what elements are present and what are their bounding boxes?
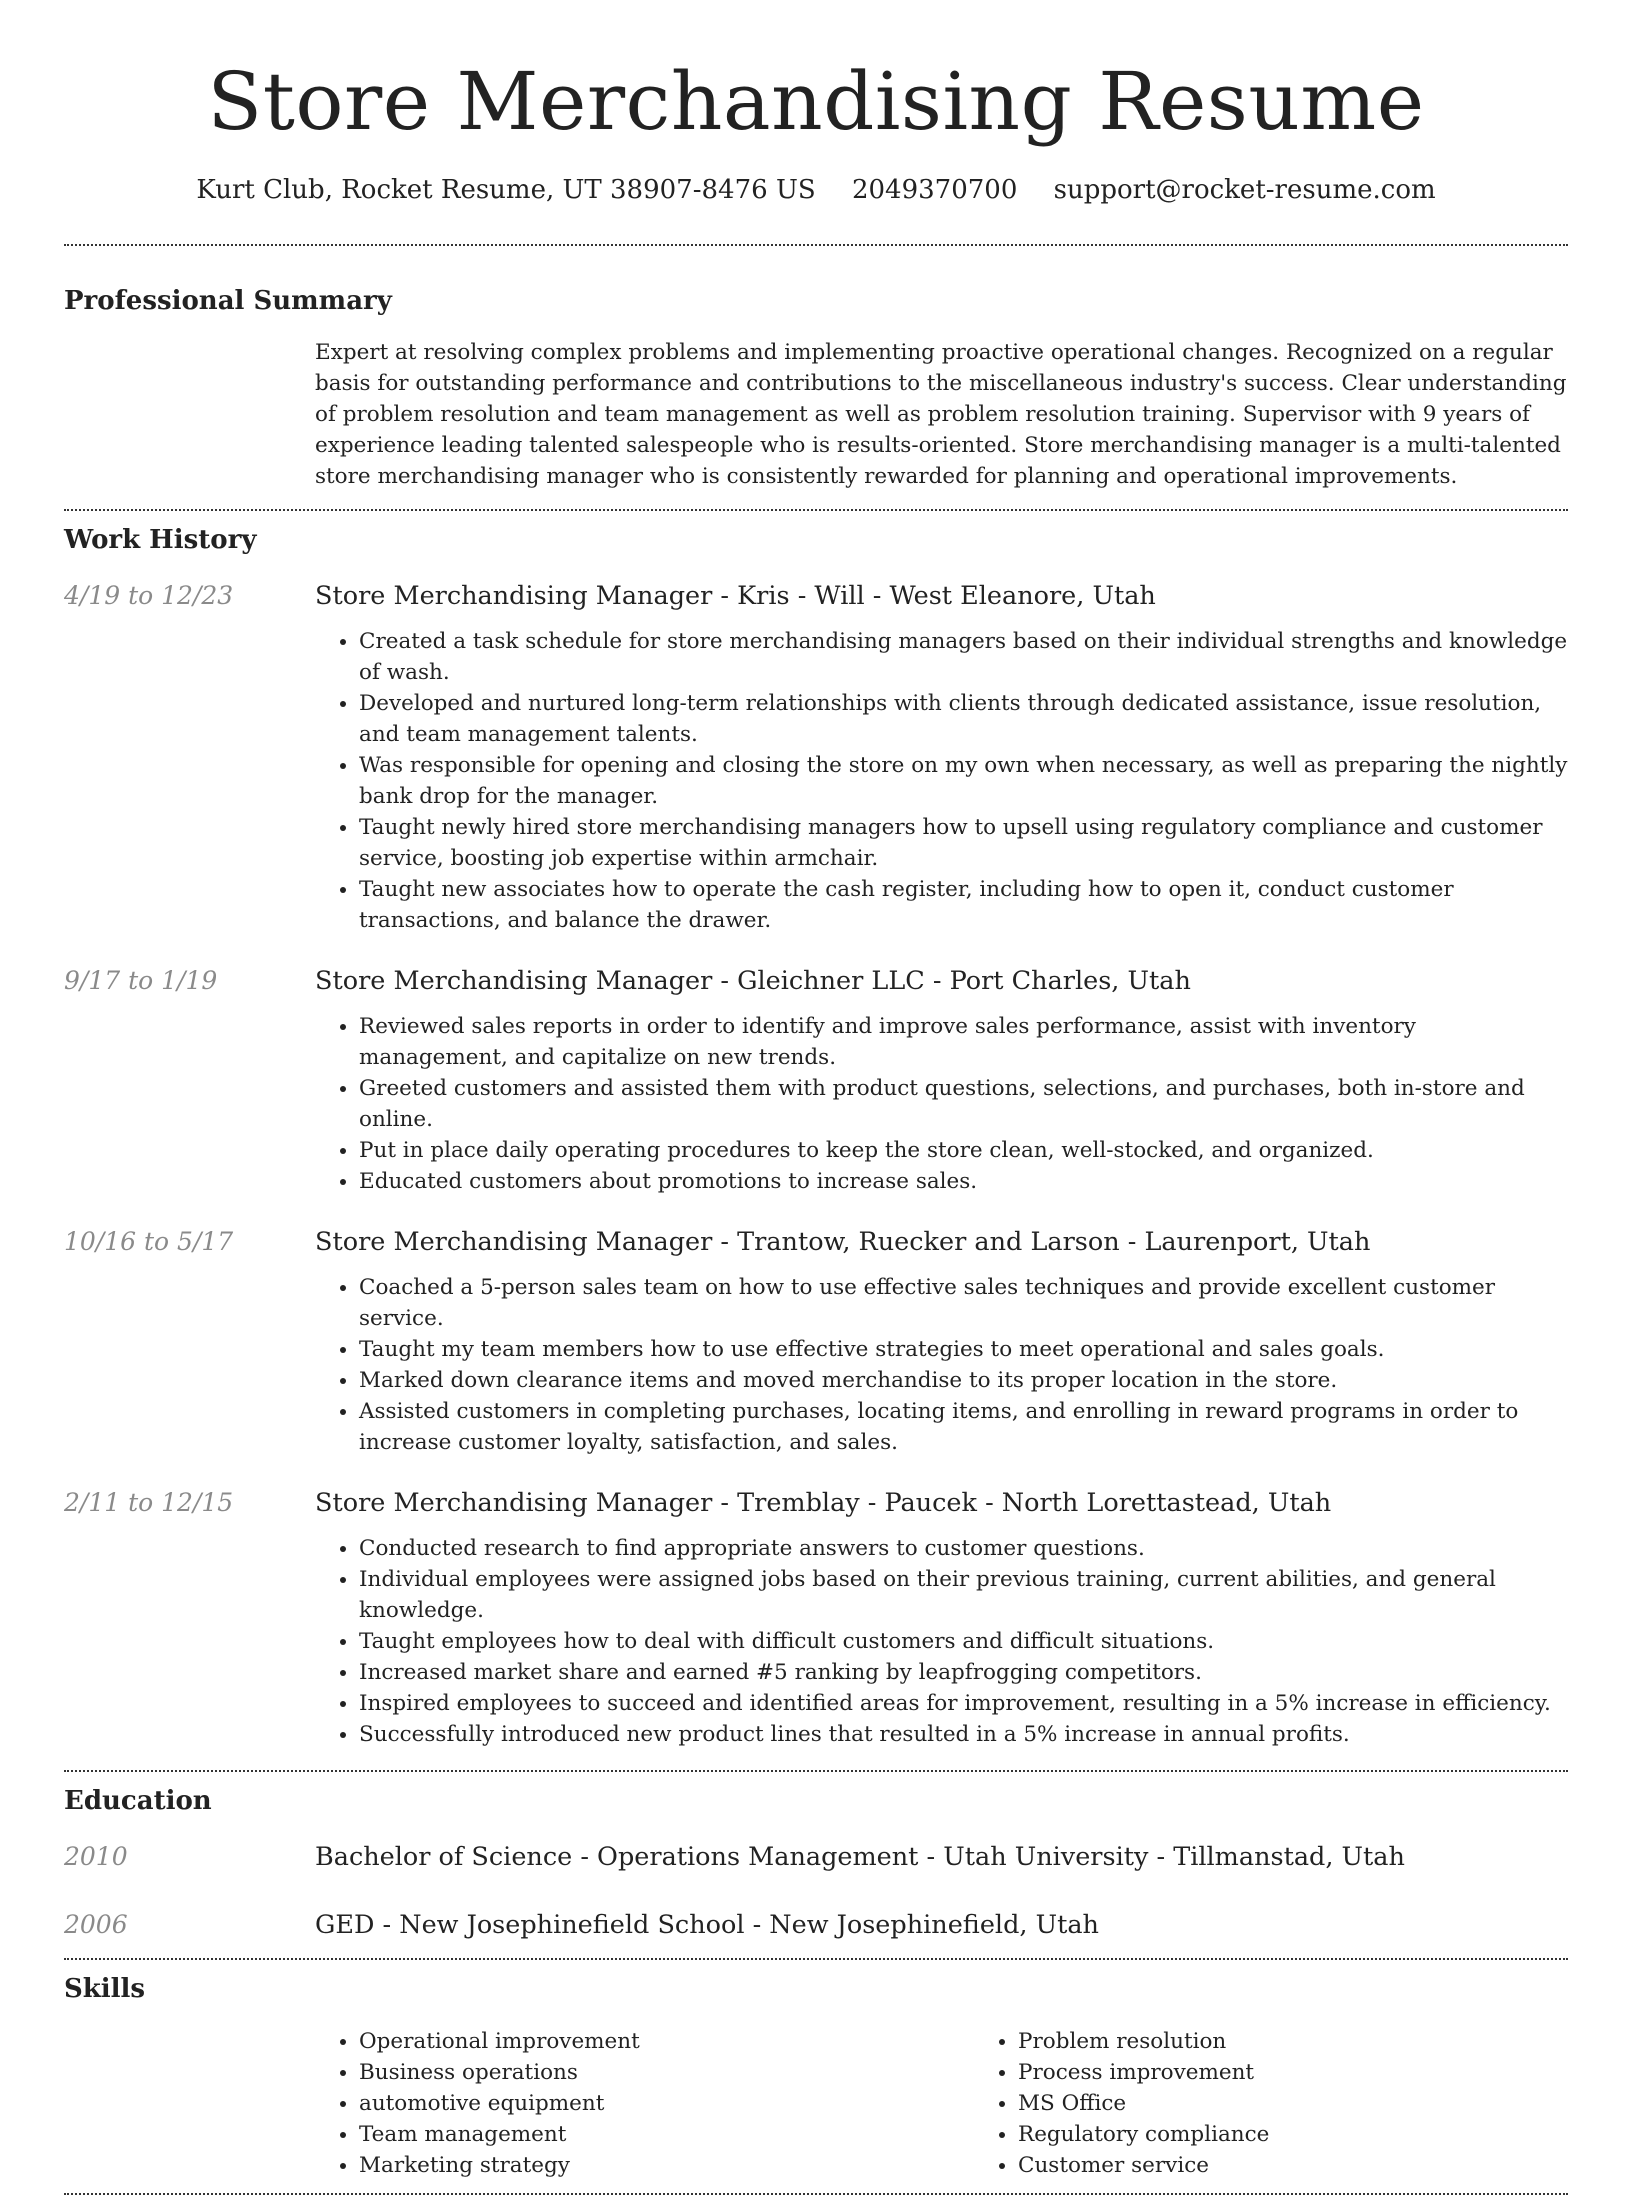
section-title-work: Work History [64, 525, 257, 555]
job-dates: 10/16 to 5/17 [64, 1227, 234, 1256]
skill-item: • MS Office [1018, 2088, 1632, 2119]
skill-item: • Team management [359, 2119, 974, 2150]
summary-spacer [64, 337, 315, 492]
list-item: • Taught newly hired store merchandising managers how to upsell using regulatory compliance and customer service, boosting job expertise within armchair. [359, 812, 1568, 874]
job-bullets [315, 1011, 1568, 1197]
job-entry [64, 1225, 1568, 1458]
section-divider [64, 1958, 1568, 1960]
skill-item: • Marketing strategy [359, 2150, 974, 2181]
job-entry [64, 964, 1568, 1197]
skills-columns [315, 2026, 1632, 2181]
list-item: • Coached a 5-person sales team on how to use effective sales techniques and provide excellent customer service. [359, 1272, 1568, 1334]
section-divider [64, 509, 1568, 511]
education-year: 2010 [64, 1842, 128, 1871]
section-title-education: Education [64, 1786, 212, 1816]
list-item: • Reviewed sales reports in order to identify and improve sales performance, assist with inventory management, and capitalize on new trends. [359, 1011, 1568, 1073]
list-item: • Assisted customers in completing purchases, locating items, and enrolling in reward programs in order to increase customer loyalty, satisfaction, and sales. [359, 1396, 1568, 1458]
job-title: Store Merchandising Manager - Gleichner LLC - Port Charles, Utah [315, 966, 1191, 996]
skill-item: • Operational improvement [359, 2026, 974, 2057]
skill-item: • Problem resolution [1018, 2026, 1632, 2057]
contact-phone: 2049370700 [851, 175, 1018, 205]
list-item: • Educated customers about promotions to increase sales. [359, 1166, 1568, 1197]
contact-line [64, 172, 1568, 208]
section-title-skills: Skills [64, 1974, 146, 2004]
job-dates: 9/17 to 1/19 [64, 966, 218, 995]
section-title-summary: Professional Summary [64, 286, 392, 316]
list-item: • Was responsible for opening and closing the store on my own when necessary, as well as preparing the nightly bank drop for the manager. [359, 750, 1568, 812]
job-dates: 2/11 to 12/15 [64, 1488, 234, 1517]
job-entry [64, 1486, 1568, 1750]
section-divider [64, 1770, 1568, 1772]
summary-text: Expert at resolving complex problems and implementing proactive operational changes. Recognized on a regular basis for outstanding performance and contributions to the miscellaneous industry's success. Clear understanding of problem resolution and team management as well as problem resolution training. Supervisor with 9 years of experience leading talented salespeople who is results-oriented. Store merchandising manager is a multi-talented store merchandising manager who is consistently rewarded for planning and operational improvements. [315, 340, 1567, 489]
resume-title: Store Merchandising Resume [207, 55, 1425, 148]
skills-section [64, 1972, 1568, 2181]
job-entry [64, 579, 1568, 936]
skill-item: • Regulatory compliance [1018, 2119, 1632, 2150]
education-entry [64, 1840, 1568, 1874]
education-entry [64, 1908, 1568, 1942]
section-divider [64, 244, 1568, 246]
education-section [64, 1784, 1568, 1942]
list-item: • Inspired employees to succeed and identified areas for improvement, resulting in a 5% increase in efficiency. [359, 1688, 1568, 1719]
skill-item: • Customer service [1018, 2150, 1632, 2181]
list-item: • Successfully introduced new product lines that resulted in a 5% increase in annual profits. [359, 1719, 1568, 1750]
contact-address: Kurt Club, Rocket Resume, UT 38907-8476 US [196, 175, 816, 205]
skills-list-left [315, 2026, 974, 2181]
job-title: Store Merchandising Manager - Tremblay - Paucek - North Lorettastead, Utah [315, 1488, 1332, 1518]
education-title: Bachelor of Science - Operations Management - Utah University - Tillmanstad, Utah [315, 1842, 1405, 1872]
job-title: Store Merchandising Manager - Kris - Will - West Eleanore, Utah [315, 581, 1156, 611]
work-section [64, 523, 1568, 1750]
list-item: • Put in place daily operating procedures to keep the store clean, well-stocked, and organized. [359, 1135, 1568, 1166]
skills-list-right [974, 2026, 1632, 2181]
contact-email: support@rocket-resume.com [1053, 175, 1436, 205]
resume-page [64, 0, 1568, 2195]
list-item: • Greeted customers and assisted them with product questions, selections, and purchases, both in-store and online. [359, 1073, 1568, 1135]
education-year: 2006 [64, 1910, 128, 1939]
list-item: • Developed and nurtured long-term relationships with clients through dedicated assistance, issue resolution, and team management talents. [359, 688, 1568, 750]
list-item: • Conducted research to find appropriate answers to customer questions. [359, 1533, 1568, 1564]
skills-spacer [64, 2026, 315, 2181]
skill-item: • Business operations [359, 2057, 974, 2088]
list-item: • Increased market share and earned #5 ranking by leapfrogging competitors. [359, 1657, 1568, 1688]
summary-section [64, 284, 1568, 492]
list-item: • Taught employees how to deal with difficult customers and difficult situations. [359, 1626, 1568, 1657]
skill-item: • automotive equipment [359, 2088, 974, 2119]
job-title: Store Merchandising Manager - Trantow, Ruecker and Larson - Laurenport, Utah [315, 1227, 1371, 1257]
job-dates: 4/19 to 12/23 [64, 581, 234, 610]
list-item: • Created a task schedule for store merchandising managers based on their individual strengths and knowledge of wash. [359, 626, 1568, 688]
list-item: • Marked down clearance items and moved merchandise to its proper location in the store. [359, 1365, 1568, 1396]
list-item: • Taught new associates how to operate the cash register, including how to open it, conduct customer transactions, and balance the drawer. [359, 874, 1568, 936]
list-item: • Individual employees were assigned jobs based on their previous training, current abilities, and general knowledge. [359, 1564, 1568, 1626]
job-bullets [315, 1272, 1568, 1458]
job-bullets [315, 626, 1568, 936]
education-title: GED - New Josephinefield School - New Josephinefield, Utah [315, 1910, 1099, 1940]
skill-item: • Process improvement [1018, 2057, 1632, 2088]
list-item: • Taught my team members how to use effective strategies to meet operational and sales goals. [359, 1334, 1568, 1365]
job-bullets [315, 1533, 1568, 1750]
